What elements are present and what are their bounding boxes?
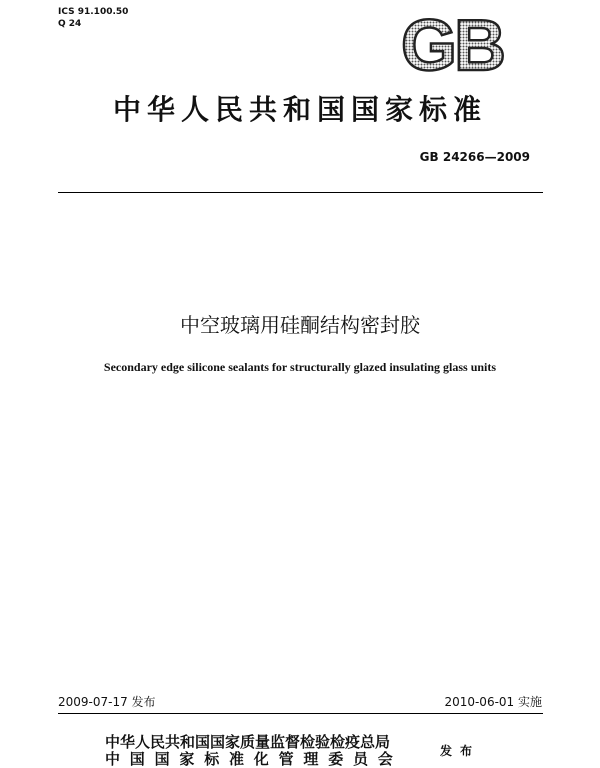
issuer-line-1: 中华人民共和国国家质量监督检验检疫总局 <box>105 733 391 751</box>
svg-text:GB: GB <box>401 12 503 76</box>
issue-date: 2009-07-17 发布 <box>58 695 156 709</box>
title-english: Secondary edge silicone sealants for structurally glazed insulating glass units <box>103 360 497 374</box>
ics-code: ICS 91.100.50 <box>58 7 129 17</box>
standard-number: GB 24266—2009 <box>419 150 530 164</box>
title-chinese: 中空玻璃用硅酮结构密封胶 <box>180 313 420 337</box>
top-divider <box>58 192 543 193</box>
issuer-line-2: 中国国家标准化管理委员会 <box>105 750 403 768</box>
gb-logo <box>390 12 515 76</box>
publish-label: 发布 <box>440 744 481 758</box>
implementation-date: 2010-06-01 实施 <box>444 695 542 709</box>
bottom-divider <box>58 713 543 714</box>
national-standard-heading: 中华人民共和国国家标准 <box>112 93 487 126</box>
ccs-code: Q 24 <box>58 19 82 29</box>
